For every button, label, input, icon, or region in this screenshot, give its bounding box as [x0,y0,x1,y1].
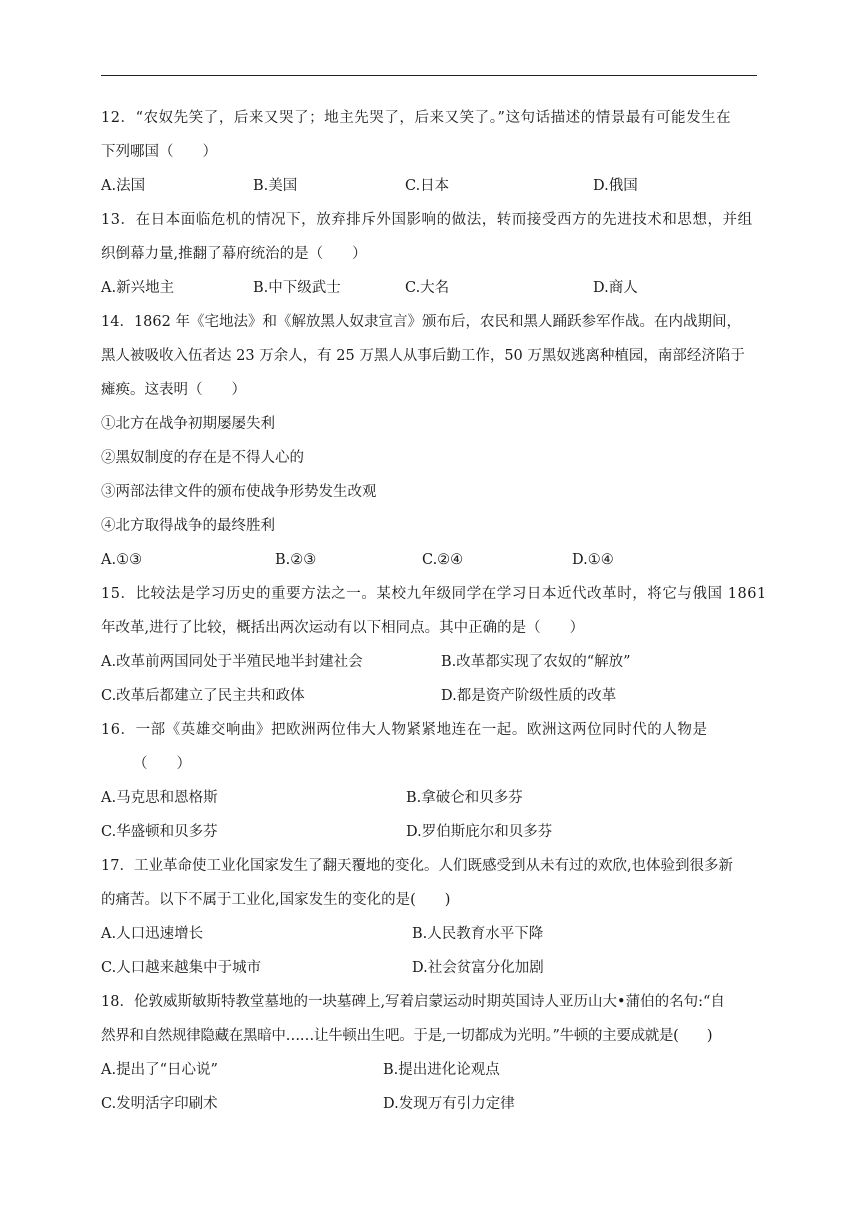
answer-options [101,820,757,854]
option-b[interactable]: B.提出进化论观点 [383,1062,500,1078]
answer-options [101,1092,757,1126]
option-b[interactable]: B.中下级武士 [253,280,341,296]
answer-options [101,684,757,718]
option-a[interactable]: A.马克思和恩格斯 [101,790,218,806]
option-c[interactable]: C.大名 [405,280,450,296]
question-stem: 的痛苦。以下不属于工业化,国家发生的变化的是( ) [101,892,451,908]
option-a[interactable]: A.提出了“日心说” [101,1062,218,1078]
option-d[interactable]: D.商人 [593,280,638,296]
statement-item: ③两部法律文件的颁布使战争形势发生改观 [101,484,377,500]
option-b[interactable]: B.人民教育水平下降 [412,926,544,942]
answer-options [101,650,757,684]
statement-item: ④北方取得战争的最终胜利 [101,518,275,534]
answer-options [101,956,757,990]
answer-options [101,174,757,208]
option-a[interactable]: A.人口迅速增长 [101,926,204,942]
answer-options [101,276,757,310]
answer-options [101,548,757,582]
option-d[interactable]: D.都是资产阶级性质的改革 [441,688,617,704]
option-c[interactable]: C.华盛顿和贝多芬 [101,824,218,840]
option-b[interactable]: B.美国 [253,178,298,194]
question-16 [101,718,757,854]
question-sheet [101,106,767,1126]
question-stem: 15．比较法是学习历史的重要方法之一。某校九年级同学在学习日本近代改革时，将它与俄国 1861 [101,586,767,602]
option-d[interactable]: D.发现万有引力定律 [383,1096,515,1112]
question-17 [101,854,757,990]
option-d[interactable]: D.①④ [572,552,614,568]
question-stem: （ ） [133,756,191,772]
question-stem: 下列哪国（ ） [101,144,217,160]
question-stem: 16．一部《英雄交响曲》把欧洲两位伟大人物紧紧地连在一起。欧洲这两位同时代的人物是 [101,722,708,738]
question-stem: 然界和自然规律隐藏在黑暗中……让牛顿出生吧。于是,一切都成为光明。”牛顿的主要成就是( ) [101,1028,713,1044]
option-a[interactable]: A.①③ [101,552,143,568]
option-a[interactable]: A.改革前两国同处于半殖民地半封建社会 [101,654,363,670]
question-stem: 14．1862 年《宅地法》和《解放黑人奴隶宣言》颁布后，农民和黑人踊跃参军作战。在内战期间， [101,314,741,330]
option-d[interactable]: D.罗伯斯庇尔和贝多芬 [406,824,553,840]
question-stem: 12．“农奴先笑了，后来又哭了；地主先哭了，后来又笑了。”这句话描述的情景最有可能发生在 [101,110,732,126]
question-stem: 瘫痪。这表明（ ） [101,382,246,398]
question-13 [101,208,757,310]
option-a[interactable]: A.法国 [101,178,146,194]
question-stem: 黑人被吸收入伍者达 23 万余人，有 25 万黑人从事后勤工作，50 万黑奴逃离种植园，南部经济陷于 [101,348,745,364]
question-stem: 13．在日本面临危机的情况下，放弃排斥外国影响的做法，转而接受西方的先进技术和思想，并组 [101,212,753,228]
header-rule [101,75,757,76]
question-15 [101,582,767,718]
option-d[interactable]: D.俄国 [593,178,638,194]
question-18 [101,990,757,1126]
option-c[interactable]: C.改革后都建立了民主共和政体 [101,688,305,704]
option-c[interactable]: C.②④ [422,552,464,568]
answer-options [101,1058,757,1092]
option-c[interactable]: C.日本 [405,178,450,194]
option-d[interactable]: D.社会贫富分化加剧 [412,960,544,976]
answer-options [101,922,757,956]
option-c[interactable]: C.发明活字印刷术 [101,1096,218,1112]
statement-item: ①北方在战争初期屡屡失利 [101,416,275,432]
question-14 [101,310,757,582]
option-b[interactable]: B.拿破仑和贝多芬 [406,790,523,806]
option-a[interactable]: A.新兴地主 [101,280,175,296]
question-stem: 年改革,进行了比较，概括出两次运动有以下相同点。其中正确的是（ ） [101,620,585,636]
option-c[interactable]: C.人口越来越集中于城市 [101,960,262,976]
question-stem: 18．伦敦威斯敏斯特教堂墓地的一块墓碑上,写着启蒙运动时期英国诗人亚历山大•蒲伯的名句:“自 [101,994,725,1010]
answer-options [101,786,757,820]
question-12 [101,106,757,208]
statement-item: ②黑奴制度的存在是不得人心的 [101,450,304,466]
option-b[interactable]: B.改革都实现了农奴的“解放” [441,654,631,670]
question-stem: 17．工业革命使工业化国家发生了翻天覆地的变化。人们既感受到从未有过的欢欣,也体验到很多新 [101,858,734,874]
option-b[interactable]: B.②③ [275,552,317,568]
question-stem: 织倒幕力量,推翻了幕府统治的是（ ） [101,246,367,262]
